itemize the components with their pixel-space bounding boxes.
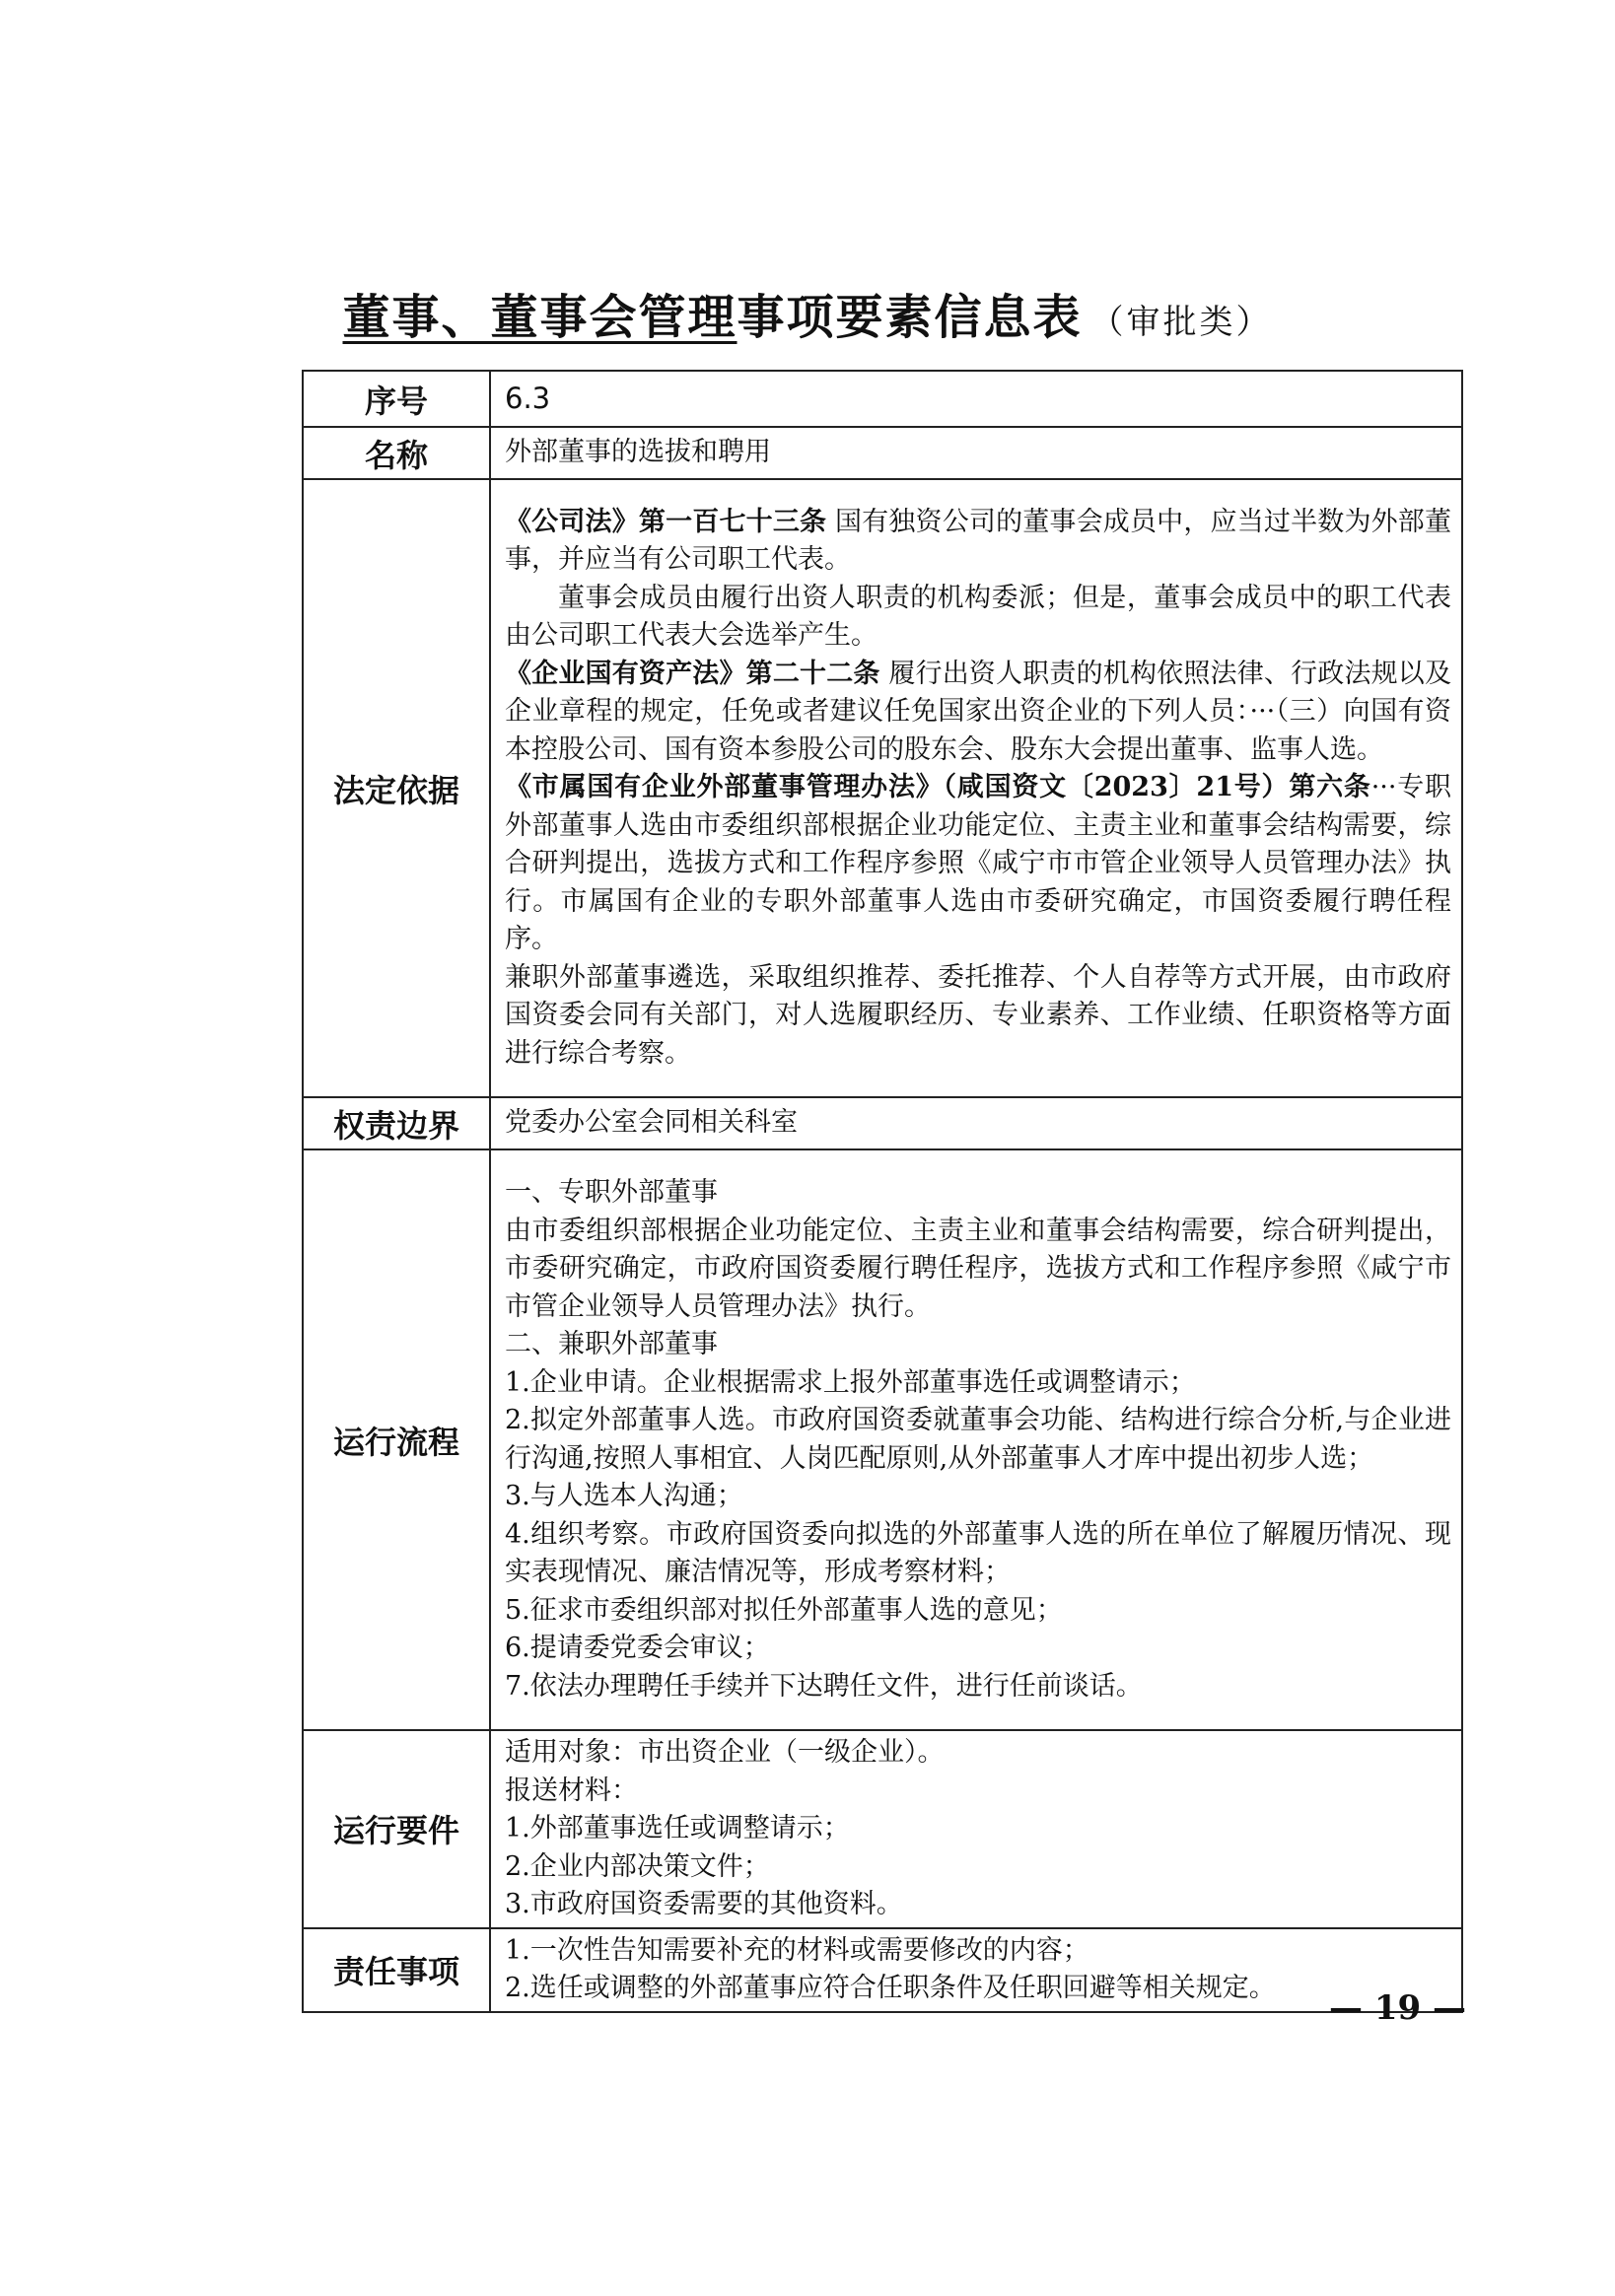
value-process xyxy=(490,1149,1462,1730)
legal-paragraph-4 xyxy=(505,769,1451,959)
law-text-state-assets: 履行出资人职责的机构依照法律、行政法规以及企业章程的规定，任免或者建议任免国家出资企业的下列人员：···（三）向国有资本控股公司、国有资本参股公司的股东会、股东大会提出董事、监事人选。 xyxy=(505,658,1451,765)
label-process: 运行流程 xyxy=(303,1149,490,1730)
requirement-line: 1.外部董事选任或调整请示； xyxy=(505,1813,850,1844)
title-category: （审批类） xyxy=(1089,303,1273,342)
responsibility-line: 1.一次性告知需要补充的材料或需要修改的内容； xyxy=(505,1934,1089,1966)
value-seq: 6.3 xyxy=(490,371,1462,427)
process-line: 由市委组织部根据企业功能定位、主责主业和董事会结构需要，综合研判提出，市委研究确定，市政府国资委履行聘任程序，选拔方式和工作程序参照《咸宁市市管企业领导人员管理办法》执行。 xyxy=(505,1215,1451,1322)
row-responsibility xyxy=(303,1928,1462,2012)
process-line: 1.企业申请。企业根据需求上报外部董事选任或调整请示； xyxy=(505,1366,1196,1398)
value-requirements xyxy=(490,1730,1462,1928)
legal-paragraph-2: 董事会成员由履行出资人职责的机构委派；但是，董事会成员中的职工代表由公司职工代表大会选举产生。 xyxy=(505,582,1451,652)
responsibility-line: 2.选任或调整的外部董事应符合任职条件及任职回避等相关规定。 xyxy=(505,1973,1276,2003)
document-title xyxy=(0,279,1615,347)
process-line: 4.组织考察。市政府国资委向拟选的外部董事人选的所在单位了解履历情况、现实表现情况、廉洁情况等，形成考察材料； xyxy=(505,1518,1451,1587)
label-requirements: 运行要件 xyxy=(303,1730,490,1928)
row-authority xyxy=(303,1097,1462,1149)
info-table xyxy=(302,370,1463,2013)
process-line: 2.拟定外部董事人选。市政府国资委就董事会功能、结构进行综合分析,与企业进行沟通,按照人事相宜、人岗匹配原则,从外部董事人才库中提出初步人选； xyxy=(505,1405,1451,1474)
requirement-line: 2.企业内部决策文件； xyxy=(505,1850,770,1882)
row-legal-basis xyxy=(303,479,1462,1097)
process-line: 一、专职外部董事 xyxy=(505,1177,718,1208)
label-legal-basis: 法定依据 xyxy=(303,479,490,1097)
label-seq: 序号 xyxy=(303,371,490,427)
legal-paragraph-3 xyxy=(505,656,1451,770)
requirement-line: 报送材料： xyxy=(505,1774,638,1806)
legal-paragraph-1 xyxy=(505,504,1451,580)
process-line: 6.提请委党委会审议； xyxy=(505,1633,770,1663)
law-text-company: 国有独资公司的董事会成员中，应当过半数为外部董事，并应当有公司职工代表。 xyxy=(505,506,1451,576)
title-underlined-part: 董事、董事会管理 xyxy=(342,290,737,345)
process-line: 3.与人选本人沟通； xyxy=(505,1481,743,1511)
law-title-company: 《公司法》第一百七十三条 xyxy=(505,506,827,537)
value-responsibility xyxy=(490,1928,1462,2012)
law-title-state-assets: 《企业国有资产法》第二十二条 xyxy=(505,658,880,689)
row-requirements xyxy=(303,1730,1462,1928)
label-authority: 权责边界 xyxy=(303,1097,490,1149)
process-line: 7.依法办理聘任手续并下达聘任文件，进行任前谈话。 xyxy=(505,1670,1143,1702)
requirement-line: 3.市政府国资委需要的其他资料。 xyxy=(505,1889,903,1919)
process-line: 二、兼职外部董事 xyxy=(505,1329,718,1359)
row-name xyxy=(303,427,1462,479)
requirement-line: 适用对象：市出资企业（一级企业）。 xyxy=(505,1737,945,1768)
value-authority: 党委办公室会同相关科室 xyxy=(490,1097,1462,1149)
row-process xyxy=(303,1149,1462,1730)
value-name: 外部董事的选拔和聘用 xyxy=(490,427,1462,479)
page-number: — 19 — xyxy=(1329,1988,1466,2028)
title-rest: 事项要素信息表 xyxy=(737,290,1083,345)
value-legal-basis xyxy=(490,479,1462,1097)
process-line: 5.征求市委组织部对拟任外部董事人选的意见； xyxy=(505,1594,1063,1626)
label-responsibility: 责任事项 xyxy=(303,1928,490,2012)
label-name: 名称 xyxy=(303,427,490,479)
legal-paragraph-5: 兼职外部董事遴选，采取组织推荐、委托推荐、个人自荐等方式开展，由市政府国资委会同有关部门，对人选履职经历、专业素养、工作业绩、任职资格等方面进行综合考察。 xyxy=(505,961,1451,1069)
law-title-measures: 《市属国有企业外部董事管理办法》（咸国资文〔2023〕21号）第六条 xyxy=(505,772,1371,803)
row-seq xyxy=(303,371,1462,427)
law-text-measures: ···专职外部董事人选由市委组织部根据企业功能定位、主责主业和董事会结构需要，综合研判提出，选拔方式和工作程序参照《咸宁市市管企业领导人员管理办法》执行。市属国有企业的专职外部董事人选由市委研究确定，市国资委履行聘任程序。 xyxy=(505,772,1451,955)
